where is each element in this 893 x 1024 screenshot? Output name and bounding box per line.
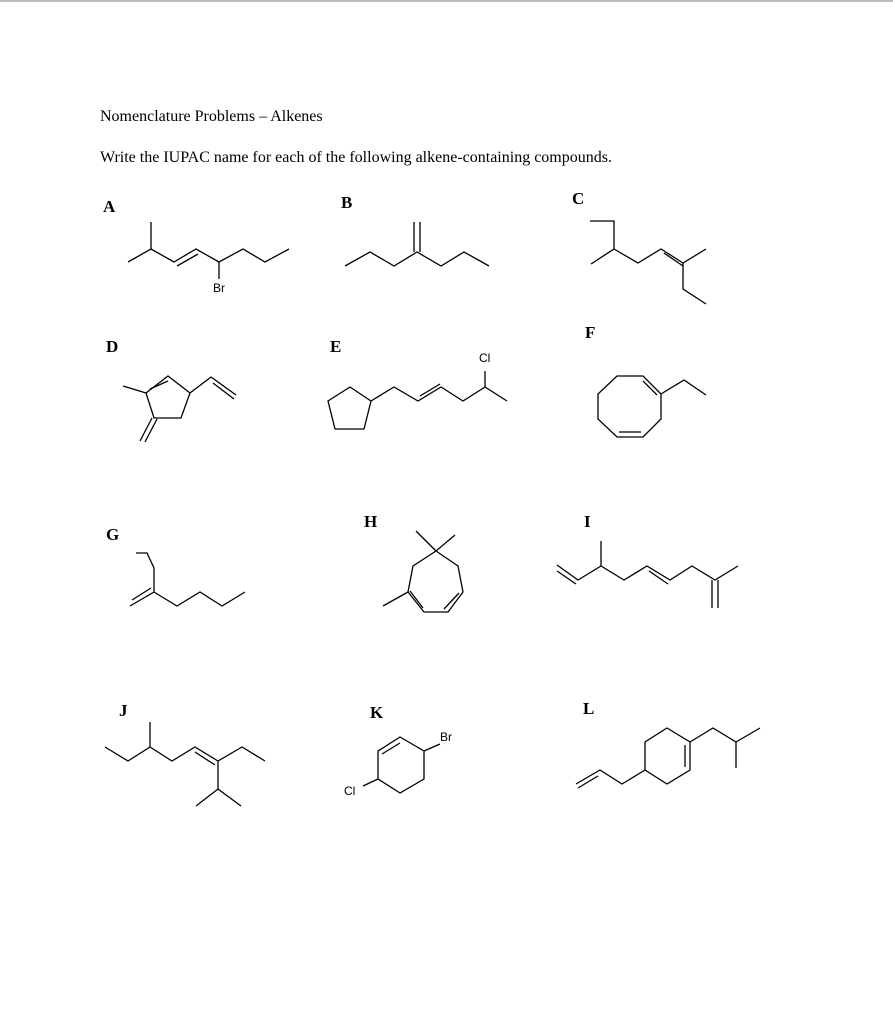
compound-label-g: G <box>106 525 120 544</box>
compound-label-l: L <box>583 699 595 718</box>
compound-label-c: C <box>572 189 585 208</box>
compound-label-e: E <box>330 337 342 356</box>
atom-label-cl: Cl <box>479 351 491 365</box>
atom-label-br: Br <box>213 281 225 295</box>
atom-label-br: Br <box>440 730 452 744</box>
compound-label-k: K <box>370 703 384 722</box>
compound-label-a: A <box>103 197 116 216</box>
compound-label-j: J <box>119 701 128 720</box>
compound-label-d: D <box>106 337 119 356</box>
compound-label-i: I <box>584 512 591 531</box>
compound-label-f: F <box>585 323 596 342</box>
worksheet-title: Nomenclature Problems – Alkenes <box>100 108 323 125</box>
worksheet-instructions: Write the IUPAC name for each of the following alkene-containing compounds. <box>100 149 612 166</box>
compound-label-h: H <box>364 512 378 531</box>
compound-label-b: B <box>341 193 353 212</box>
atom-label-cl: Cl <box>344 784 356 798</box>
